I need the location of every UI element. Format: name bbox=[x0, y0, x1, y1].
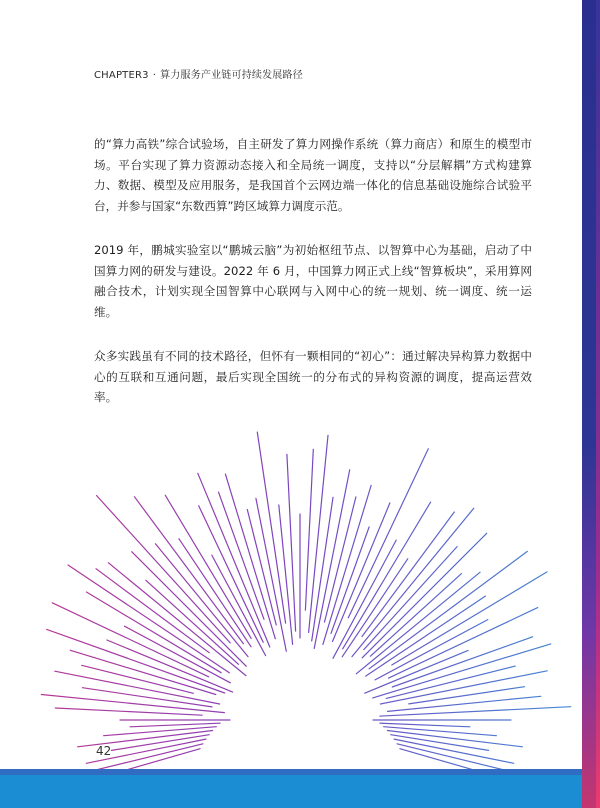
sunburst-ray bbox=[107, 640, 233, 692]
sunburst-ray bbox=[96, 569, 209, 653]
sunburst-ray bbox=[305, 449, 313, 610]
body-text bbox=[94, 134, 532, 432]
paragraph-2: 2019 年，鹏城实验室以“鹏城云脑”为初始枢纽节点、以智算中心为基础，启动了中国算力网的研发与建设。2022 年 6 月，中国算力网正式上线“智算板块”，采用算网融合技术，计划实现全国智算中心联网与入网中心的统一规划、统一调度、统一运维。 bbox=[94, 243, 532, 319]
sunburst-ray bbox=[41, 695, 224, 713]
sunburst-ray bbox=[104, 727, 217, 736]
sunburst-ray bbox=[369, 551, 527, 668]
sunburst-ray bbox=[314, 470, 350, 649]
sunburst-ray bbox=[219, 492, 265, 619]
sunburst-ray bbox=[380, 723, 470, 727]
sunburst-ray bbox=[362, 512, 454, 637]
sunburst-ray bbox=[380, 707, 571, 716]
paragraph-3: 众多实践虽有不同的技术路径，但怀有一颗相同的“初心”：通过解决异构算力数据中心的互联和互通问题，最后实现全国统一的分布式的异构资源的调度，提高运营效率。 bbox=[94, 349, 532, 404]
paragraph-1: 的“算力高铁”综合试验场，自主研发了算力网操作系统（算力商店）和原生的模型市场。平台实现了算力资源动态接入和全局统一调度，支持以“分层解耦”方式构建算力、数据、模型及应用服务，是我国首个云网边端一体化的信息基础设施综合试验平台，并参与国家“东数西算”跨区域算力调度示范。 bbox=[94, 137, 532, 213]
sunburst-ray bbox=[146, 580, 239, 664]
sunburst-ray bbox=[55, 708, 202, 715]
sunburst-ray bbox=[352, 508, 474, 656]
page-number: 42 bbox=[96, 744, 112, 758]
sunburst-ray bbox=[392, 572, 547, 665]
sunburst-ray bbox=[370, 574, 461, 657]
sunburst-ray bbox=[373, 644, 551, 698]
sunburst-ray bbox=[47, 629, 225, 693]
sunburst-ray bbox=[309, 435, 328, 632]
header-separator: · bbox=[152, 70, 157, 81]
sunburst-ray bbox=[130, 723, 220, 727]
decorative-sunburst bbox=[0, 420, 600, 790]
sunburst-ray bbox=[394, 739, 514, 763]
sunburst-ray bbox=[343, 502, 431, 649]
running-header bbox=[94, 66, 303, 81]
sunburst-ray bbox=[384, 727, 497, 736]
sunburst-ray bbox=[86, 592, 221, 673]
sunburst-ray bbox=[365, 650, 468, 693]
sunburst-ray bbox=[82, 688, 212, 707]
chapter-label: CHAPTER3 bbox=[94, 70, 149, 81]
decorative-bottom-band-strip bbox=[0, 769, 582, 775]
chapter-title: 算力服务产业链可持续发展路径 bbox=[160, 70, 303, 81]
sunburst-ray bbox=[331, 527, 369, 633]
